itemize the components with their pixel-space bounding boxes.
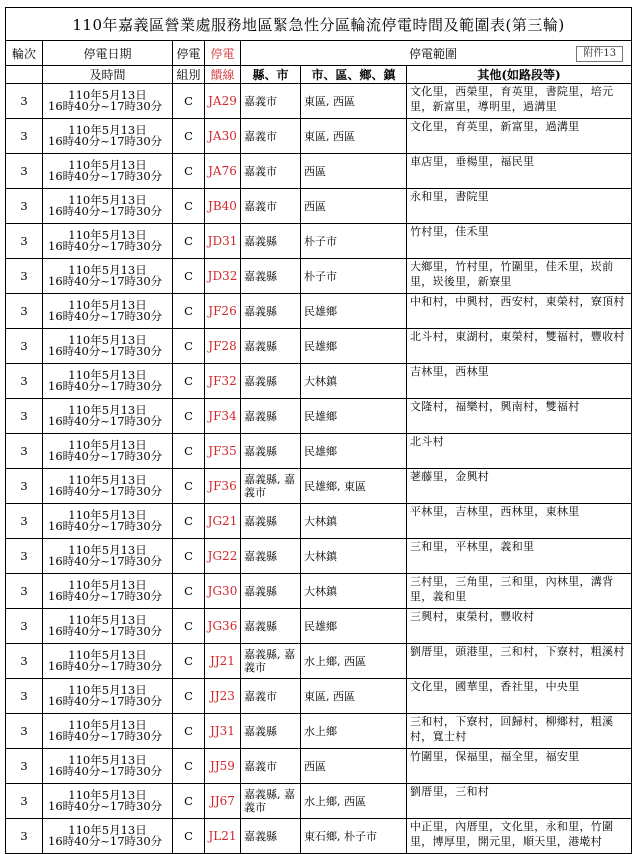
date-text: 110年5月13日 (68, 437, 147, 452)
district-cell: 民雄鄉 (301, 434, 407, 469)
table-row (6, 259, 632, 294)
table-row (6, 574, 632, 609)
round-cell: 3 (6, 644, 43, 679)
county-cell: 嘉義縣 (241, 714, 301, 749)
time-text: 16時40分~17時30分 (48, 169, 163, 183)
time-text: 16時40分~17時30分 (48, 694, 163, 708)
feeder-cell: JJ59 (205, 749, 241, 784)
round-cell: 3 (6, 399, 43, 434)
county-cell: 嘉義市 (241, 119, 301, 154)
county-cell: 嘉義縣 (241, 294, 301, 329)
outage-table (5, 7, 632, 854)
round-cell: 3 (6, 574, 43, 609)
feeder-cell: JF36 (205, 469, 241, 504)
date-time-cell (43, 679, 173, 714)
county-cell: 嘉義市 (241, 189, 301, 224)
other-cell: 文隆村，福樂村，興南村，雙福村 (407, 399, 632, 434)
header-district: 市、區、鄉、鎮 (301, 66, 407, 84)
table-row (6, 189, 632, 224)
district-cell: 民雄鄉 (301, 294, 407, 329)
date-text: 110年5月13日 (68, 367, 147, 382)
time-text: 16時40分~17時30分 (48, 274, 163, 288)
date-text: 110年5月13日 (68, 542, 147, 557)
feeder-cell: JF35 (205, 434, 241, 469)
time-text: 16時40分~17時30分 (48, 99, 163, 113)
district-cell: 東區, 西區 (301, 119, 407, 154)
district-cell: 水上鄉 (301, 714, 407, 749)
table-row (6, 469, 632, 504)
feeder-cell: JA29 (205, 84, 241, 119)
table-row (6, 399, 632, 434)
date-time-cell (43, 539, 173, 574)
time-text: 16時40分~17時30分 (48, 729, 163, 743)
time-text: 16時40分~17時30分 (48, 204, 163, 218)
round-cell: 3 (6, 714, 43, 749)
time-text: 16時40分~17時30分 (48, 379, 163, 393)
district-cell: 西區 (301, 189, 407, 224)
group-cell: C (173, 259, 205, 294)
other-cell: 永和里，書院里 (407, 189, 632, 224)
round-cell: 3 (6, 364, 43, 399)
round-cell: 3 (6, 539, 43, 574)
date-text: 110年5月13日 (68, 507, 147, 522)
county-cell: 嘉義縣, 嘉義市 (241, 469, 301, 504)
group-cell: C (173, 364, 205, 399)
table-row (6, 644, 632, 679)
other-cell: 北斗村，東湖村，東榮村，雙福村，豐收村 (407, 329, 632, 364)
group-cell: C (173, 189, 205, 224)
district-cell: 民雄鄉, 東區 (301, 469, 407, 504)
date-time-cell (43, 574, 173, 609)
date-time-cell (43, 84, 173, 119)
round-cell: 3 (6, 504, 43, 539)
date-time-cell (43, 154, 173, 189)
date-text: 110年5月13日 (68, 717, 147, 732)
date-time-cell (43, 819, 173, 854)
county-cell: 嘉義縣 (241, 539, 301, 574)
group-cell: C (173, 784, 205, 819)
feeder-cell: JF28 (205, 329, 241, 364)
table-row (6, 434, 632, 469)
district-cell: 西區 (301, 154, 407, 189)
district-cell: 大林鎮 (301, 364, 407, 399)
feeder-cell: JJ23 (205, 679, 241, 714)
table-row (6, 539, 632, 574)
header-time: 及時間 (43, 66, 173, 84)
table-row (6, 784, 632, 819)
feeder-cell: JG22 (205, 539, 241, 574)
date-text: 110年5月13日 (68, 472, 147, 487)
table-row (6, 819, 632, 854)
district-cell: 東區, 西區 (301, 84, 407, 119)
page-title: 110年嘉義區營業處服務地區緊急性分區輪流停電時間及範圍表(第三輪) (6, 8, 632, 41)
group-cell: C (173, 399, 205, 434)
group-cell: C (173, 329, 205, 364)
other-cell: 大鄉里，竹村里，竹圍里，佳禾里，崁前里，崁後里，新寮里 (407, 259, 632, 294)
feeder-cell: JF34 (205, 399, 241, 434)
date-text: 110年5月13日 (68, 647, 147, 662)
county-cell: 嘉義縣 (241, 329, 301, 364)
round-cell: 3 (6, 259, 43, 294)
district-cell: 民雄鄉 (301, 399, 407, 434)
date-text: 110年5月13日 (68, 122, 147, 137)
group-cell: C (173, 749, 205, 784)
date-time-cell (43, 224, 173, 259)
header-feeder: 停電 (205, 41, 241, 66)
date-time-cell (43, 469, 173, 504)
outage-schedule-sheet (5, 7, 631, 854)
round-cell: 3 (6, 224, 43, 259)
date-text: 110年5月13日 (68, 752, 147, 767)
other-cell: 三和里，平林里，義和里 (407, 539, 632, 574)
table-row (6, 294, 632, 329)
round-cell: 3 (6, 679, 43, 714)
round-cell: 3 (6, 294, 43, 329)
table-row (6, 224, 632, 259)
header-scope-cell (241, 41, 632, 66)
group-cell: C (173, 294, 205, 329)
district-cell: 東區, 西區 (301, 679, 407, 714)
table-row (6, 154, 632, 189)
other-cell: 三興村，東榮村，豐收村 (407, 609, 632, 644)
county-cell: 嘉義縣, 嘉義市 (241, 644, 301, 679)
date-time-cell (43, 189, 173, 224)
time-text: 16時40分~17時30分 (48, 239, 163, 253)
county-cell: 嘉義縣 (241, 364, 301, 399)
district-cell: 大林鎮 (301, 574, 407, 609)
group-cell: C (173, 434, 205, 469)
round-cell: 3 (6, 189, 43, 224)
other-cell: 文化里，西榮里，育英里，書院里，培元里，新富里，導明里，過溝里 (407, 84, 632, 119)
round-cell: 3 (6, 119, 43, 154)
county-cell: 嘉義縣 (241, 574, 301, 609)
time-text: 16時40分~17時30分 (48, 764, 163, 778)
table-row (6, 119, 632, 154)
time-text: 16時40分~17時30分 (48, 414, 163, 428)
feeder-cell: JD31 (205, 224, 241, 259)
table-row (6, 714, 632, 749)
other-cell: 吉林里，西林里 (407, 364, 632, 399)
table-row (6, 329, 632, 364)
other-cell: 車店里，垂楊里，福民里 (407, 154, 632, 189)
group-cell: C (173, 84, 205, 119)
date-text: 110年5月13日 (68, 227, 147, 242)
date-time-cell (43, 714, 173, 749)
table-row (6, 679, 632, 714)
feeder-cell: JG30 (205, 574, 241, 609)
other-cell: 中正里，內厝里，文化里，永和里，竹圍里，博厚里，開元里，順天里，港墘村 (407, 819, 632, 854)
time-text: 16時40分~17時30分 (48, 834, 163, 848)
county-cell: 嘉義縣 (241, 819, 301, 854)
district-cell: 西區 (301, 749, 407, 784)
round-cell: 3 (6, 784, 43, 819)
feeder-cell: JA30 (205, 119, 241, 154)
date-text: 110年5月13日 (68, 192, 147, 207)
group-cell: C (173, 714, 205, 749)
header-round: 輪次 (6, 41, 43, 66)
time-text: 16時40分~17時30分 (48, 449, 163, 463)
feeder-cell: JF26 (205, 294, 241, 329)
date-time-cell (43, 609, 173, 644)
header-other: 其他(如路段等) (407, 66, 632, 84)
date-time-cell (43, 434, 173, 469)
group-cell: C (173, 469, 205, 504)
round-cell: 3 (6, 84, 43, 119)
date-time-cell (43, 399, 173, 434)
other-cell: 竹圍里，保福里，福全里，福安里 (407, 749, 632, 784)
feeder-cell: JG21 (205, 504, 241, 539)
time-text: 16時40分~17時30分 (48, 484, 163, 498)
other-cell: 劉厝里，頭港里，三和村，下寮村，粗溪村 (407, 644, 632, 679)
district-cell: 朴子市 (301, 224, 407, 259)
district-cell: 民雄鄉 (301, 329, 407, 364)
feeder-cell: JL21 (205, 819, 241, 854)
county-cell: 嘉義縣 (241, 504, 301, 539)
round-cell: 3 (6, 434, 43, 469)
other-cell: 北斗村 (407, 434, 632, 469)
date-time-cell (43, 784, 173, 819)
date-text: 110年5月13日 (68, 577, 147, 592)
round-cell: 3 (6, 154, 43, 189)
date-time-cell (43, 294, 173, 329)
feeder-cell: JJ21 (205, 644, 241, 679)
group-cell: C (173, 609, 205, 644)
time-text: 16時40分~17時30分 (48, 799, 163, 813)
date-text: 110年5月13日 (68, 402, 147, 417)
other-cell: 荖藤里，金興村 (407, 469, 632, 504)
other-cell: 文化里，國華里，香社里，中央里 (407, 679, 632, 714)
feeder-cell: JB40 (205, 189, 241, 224)
other-cell: 竹村里，佳禾里 (407, 224, 632, 259)
header-date: 停電日期 (43, 41, 173, 66)
county-cell: 嘉義縣 (241, 434, 301, 469)
time-text: 16時40分~17時30分 (48, 554, 163, 568)
group-cell: C (173, 154, 205, 189)
date-time-cell (43, 119, 173, 154)
date-time-cell (43, 364, 173, 399)
round-cell: 3 (6, 749, 43, 784)
county-cell: 嘉義縣 (241, 609, 301, 644)
time-text: 16時40分~17時30分 (48, 589, 163, 603)
table-row (6, 749, 632, 784)
date-time-cell (43, 329, 173, 364)
header-group-sub: 組別 (173, 66, 205, 84)
date-time-cell (43, 504, 173, 539)
date-text: 110年5月13日 (68, 822, 147, 837)
other-cell: 文化里，育英里，新富里，過溝里 (407, 119, 632, 154)
table-row (6, 609, 632, 644)
district-cell: 東石鄉, 朴子市 (301, 819, 407, 854)
date-text: 110年5月13日 (68, 262, 147, 277)
other-cell: 平林里，吉林里，西林里，東林里 (407, 504, 632, 539)
county-cell: 嘉義縣 (241, 399, 301, 434)
district-cell: 大林鎮 (301, 504, 407, 539)
time-text: 16時40分~17時30分 (48, 309, 163, 323)
date-text: 110年5月13日 (68, 157, 147, 172)
feeder-cell: JD32 (205, 259, 241, 294)
county-cell: 嘉義縣 (241, 259, 301, 294)
group-cell: C (173, 119, 205, 154)
date-text: 110年5月13日 (68, 612, 147, 627)
other-cell: 劉厝里，三和村 (407, 784, 632, 819)
feeder-cell: JF32 (205, 364, 241, 399)
group-cell: C (173, 679, 205, 714)
group-cell: C (173, 574, 205, 609)
table-row (6, 364, 632, 399)
header-group: 停電 (173, 41, 205, 66)
feeder-cell: JJ31 (205, 714, 241, 749)
annex-label: 附件13 (576, 46, 623, 62)
date-time-cell (43, 259, 173, 294)
round-cell: 3 (6, 469, 43, 504)
county-cell: 嘉義市 (241, 84, 301, 119)
table-body (6, 84, 632, 854)
county-cell: 嘉義縣, 嘉義市 (241, 784, 301, 819)
county-cell: 嘉義市 (241, 749, 301, 784)
county-cell: 嘉義市 (241, 679, 301, 714)
date-text: 110年5月13日 (68, 787, 147, 802)
date-text: 110年5月13日 (68, 297, 147, 312)
date-text: 110年5月13日 (68, 87, 147, 102)
county-cell: 嘉義市 (241, 154, 301, 189)
table-row (6, 84, 632, 119)
time-text: 16時40分~17時30分 (48, 344, 163, 358)
other-cell: 三和村，下寮村，回歸村，柳鄉村，粗溪村，寬士村 (407, 714, 632, 749)
round-cell: 3 (6, 329, 43, 364)
district-cell: 民雄鄉 (301, 609, 407, 644)
feeder-cell: JA76 (205, 154, 241, 189)
round-cell: 3 (6, 609, 43, 644)
header-county: 縣、市 (241, 66, 301, 84)
time-text: 16時40分~17時30分 (48, 519, 163, 533)
date-text: 110年5月13日 (68, 682, 147, 697)
feeder-cell: JG36 (205, 609, 241, 644)
header-round-blank (6, 66, 43, 84)
feeder-cell: JJ67 (205, 784, 241, 819)
district-cell: 大林鎮 (301, 539, 407, 574)
round-cell: 3 (6, 819, 43, 854)
header-scope: 停電範圍 (409, 46, 458, 61)
date-time-cell (43, 749, 173, 784)
county-cell: 嘉義縣 (241, 224, 301, 259)
time-text: 16時40分~17時30分 (48, 659, 163, 673)
date-time-cell (43, 644, 173, 679)
table-row (6, 504, 632, 539)
date-text: 110年5月13日 (68, 332, 147, 347)
group-cell: C (173, 819, 205, 854)
group-cell: C (173, 539, 205, 574)
group-cell: C (173, 644, 205, 679)
district-cell: 朴子市 (301, 259, 407, 294)
group-cell: C (173, 224, 205, 259)
header-feeder-sub: 饋線 (205, 66, 241, 84)
other-cell: 中和村，中興村，西安村，東榮村，寮頂村 (407, 294, 632, 329)
group-cell: C (173, 504, 205, 539)
district-cell: 水上鄉, 西區 (301, 784, 407, 819)
time-text: 16時40分~17時30分 (48, 134, 163, 148)
time-text: 16時40分~17時30分 (48, 624, 163, 638)
other-cell: 三村里，三角里，三和里，內林里，溝背里，義和里 (407, 574, 632, 609)
district-cell: 水上鄉, 西區 (301, 644, 407, 679)
